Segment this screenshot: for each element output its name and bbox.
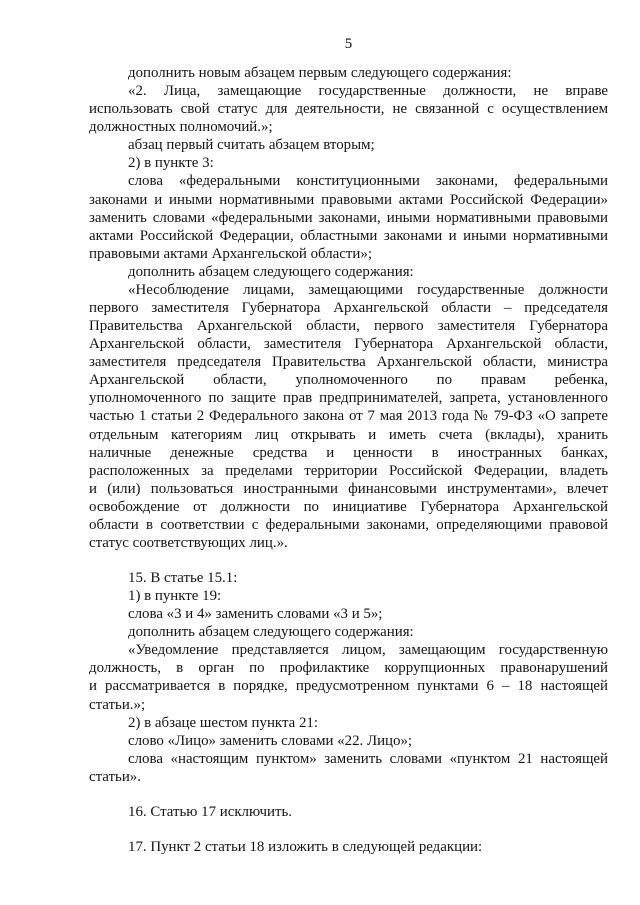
paragraph [89, 64, 608, 82]
text-line: статус соответствующих лиц.». [89, 535, 288, 552]
text-line: частью 1 статьи 2 Федерального закона от 7 мая 2013 года № 79-ФЗ «О запрете [89, 408, 608, 425]
page-number: 5 [344, 36, 353, 52]
text-line: статьи». [89, 768, 141, 785]
text-line: Правительства Архангельской области, первого заместителя Губернатора [89, 318, 608, 335]
text-line: 17. Пункт 2 статьи 18 изложить в следующей редакции: [128, 838, 483, 855]
paragraph [89, 569, 608, 587]
paragraph [89, 838, 608, 856]
paragraph [89, 605, 608, 623]
paragraph [89, 750, 608, 786]
paragraph [89, 136, 608, 154]
paragraph [89, 623, 608, 641]
text-line: наличные денежные средства и ценности в иностранных банках, [89, 444, 608, 461]
text-line: отдельным категориям лиц открывать и иметь счета (вклады), хранить [89, 426, 608, 443]
text-line: законами и иными нормативными правовыми актами Российской Федерации» [89, 191, 608, 208]
paragraph [89, 263, 608, 281]
text-line: дополнить абзацем следующего содержания: [128, 263, 414, 280]
text-line: и рассматривается в порядке, предусмотренном пунктами 6 – 18 настоящей [89, 678, 608, 695]
paragraph [89, 714, 608, 732]
text-line: Архангельской области, уполномоченного по правам ребенка, [89, 372, 608, 389]
text-line: Архангельской области, заместителя Губернатора Архангельской области, [89, 336, 608, 353]
paragraph [89, 82, 608, 136]
text-line: статьи.»; [89, 696, 146, 713]
document-section [89, 803, 608, 821]
paragraph [89, 154, 608, 172]
text-line: заместителя председателя Правительства Архангельской области, министра [89, 354, 608, 371]
text-line: дополнить абзацем следующего содержания: [128, 624, 414, 641]
text-line: слова «настоящим пунктом» заменить словами «пунктом 21 настоящей [128, 750, 608, 767]
text-line: «2. Лица, замещающие государственные должности, не вправе [128, 83, 608, 100]
text-line: абзац первый считать абзацем вторым; [128, 137, 375, 154]
text-line: 1) в пункте 19: [128, 588, 222, 605]
text-line: заменить словами «федеральными законами, иными нормативными правовыми [89, 209, 608, 226]
text-line: слово «Лицо» заменить словами «22. Лицо»; [128, 732, 413, 749]
text-line: слова «3 и 4» заменить словами «3 и 5»; [128, 606, 383, 623]
paragraph [89, 172, 608, 262]
text-line: слова «федеральными конституционными законами, федеральными [128, 173, 608, 190]
document-body [89, 64, 608, 856]
text-line: расположенных за пределами территории Российской Федерации, владеть [89, 462, 608, 479]
paragraph [89, 803, 608, 821]
text-line: освобождение от должности по инициативе Губернатора Архангельской [89, 498, 608, 515]
text-line: 2) в пункте 3: [128, 155, 214, 172]
text-line: уполномоченного по защите прав предпринимателей, запрета, установленного [89, 390, 608, 407]
text-line: должностных полномочий.»; [89, 119, 273, 136]
paragraph [89, 281, 608, 552]
text-line: и (или) пользоваться иностранными финансовыми инструментами», влечет [89, 480, 608, 497]
text-line: дополнить новым абзацем первым следующего содержания: [128, 65, 512, 81]
text-line: правовыми актами Архангельской области»; [89, 245, 372, 262]
text-line: 15. В статье 15.1: [128, 570, 238, 586]
paragraph [89, 587, 608, 605]
text-line: «Уведомление представляется лицом, замещающим государственную [128, 642, 608, 659]
text-line: должность, в орган по профилактике коррупционных правонарушений [89, 660, 608, 677]
text-line: 16. Статью 17 исключить. [128, 803, 293, 820]
text-line: первого заместителя Губернатора Архангельской области – председателя [89, 300, 608, 317]
document-section [89, 569, 608, 786]
text-line: актами Российской Федерации, областными законами и иными нормативными [89, 227, 608, 244]
text-line: области в соответствии с федеральными законами, определяющими правовой [89, 516, 608, 533]
text-line: использовать свой статус для деятельности, не связанной с осуществлением [89, 101, 608, 118]
document-section [89, 838, 608, 856]
paragraph [89, 732, 608, 750]
text-line: «Несоблюдение лицами, замещающими государственные должности [128, 281, 608, 298]
paragraph [89, 641, 608, 713]
text-line: 2) в абзаце шестом пункта 21: [128, 714, 319, 731]
document-section [89, 64, 608, 552]
